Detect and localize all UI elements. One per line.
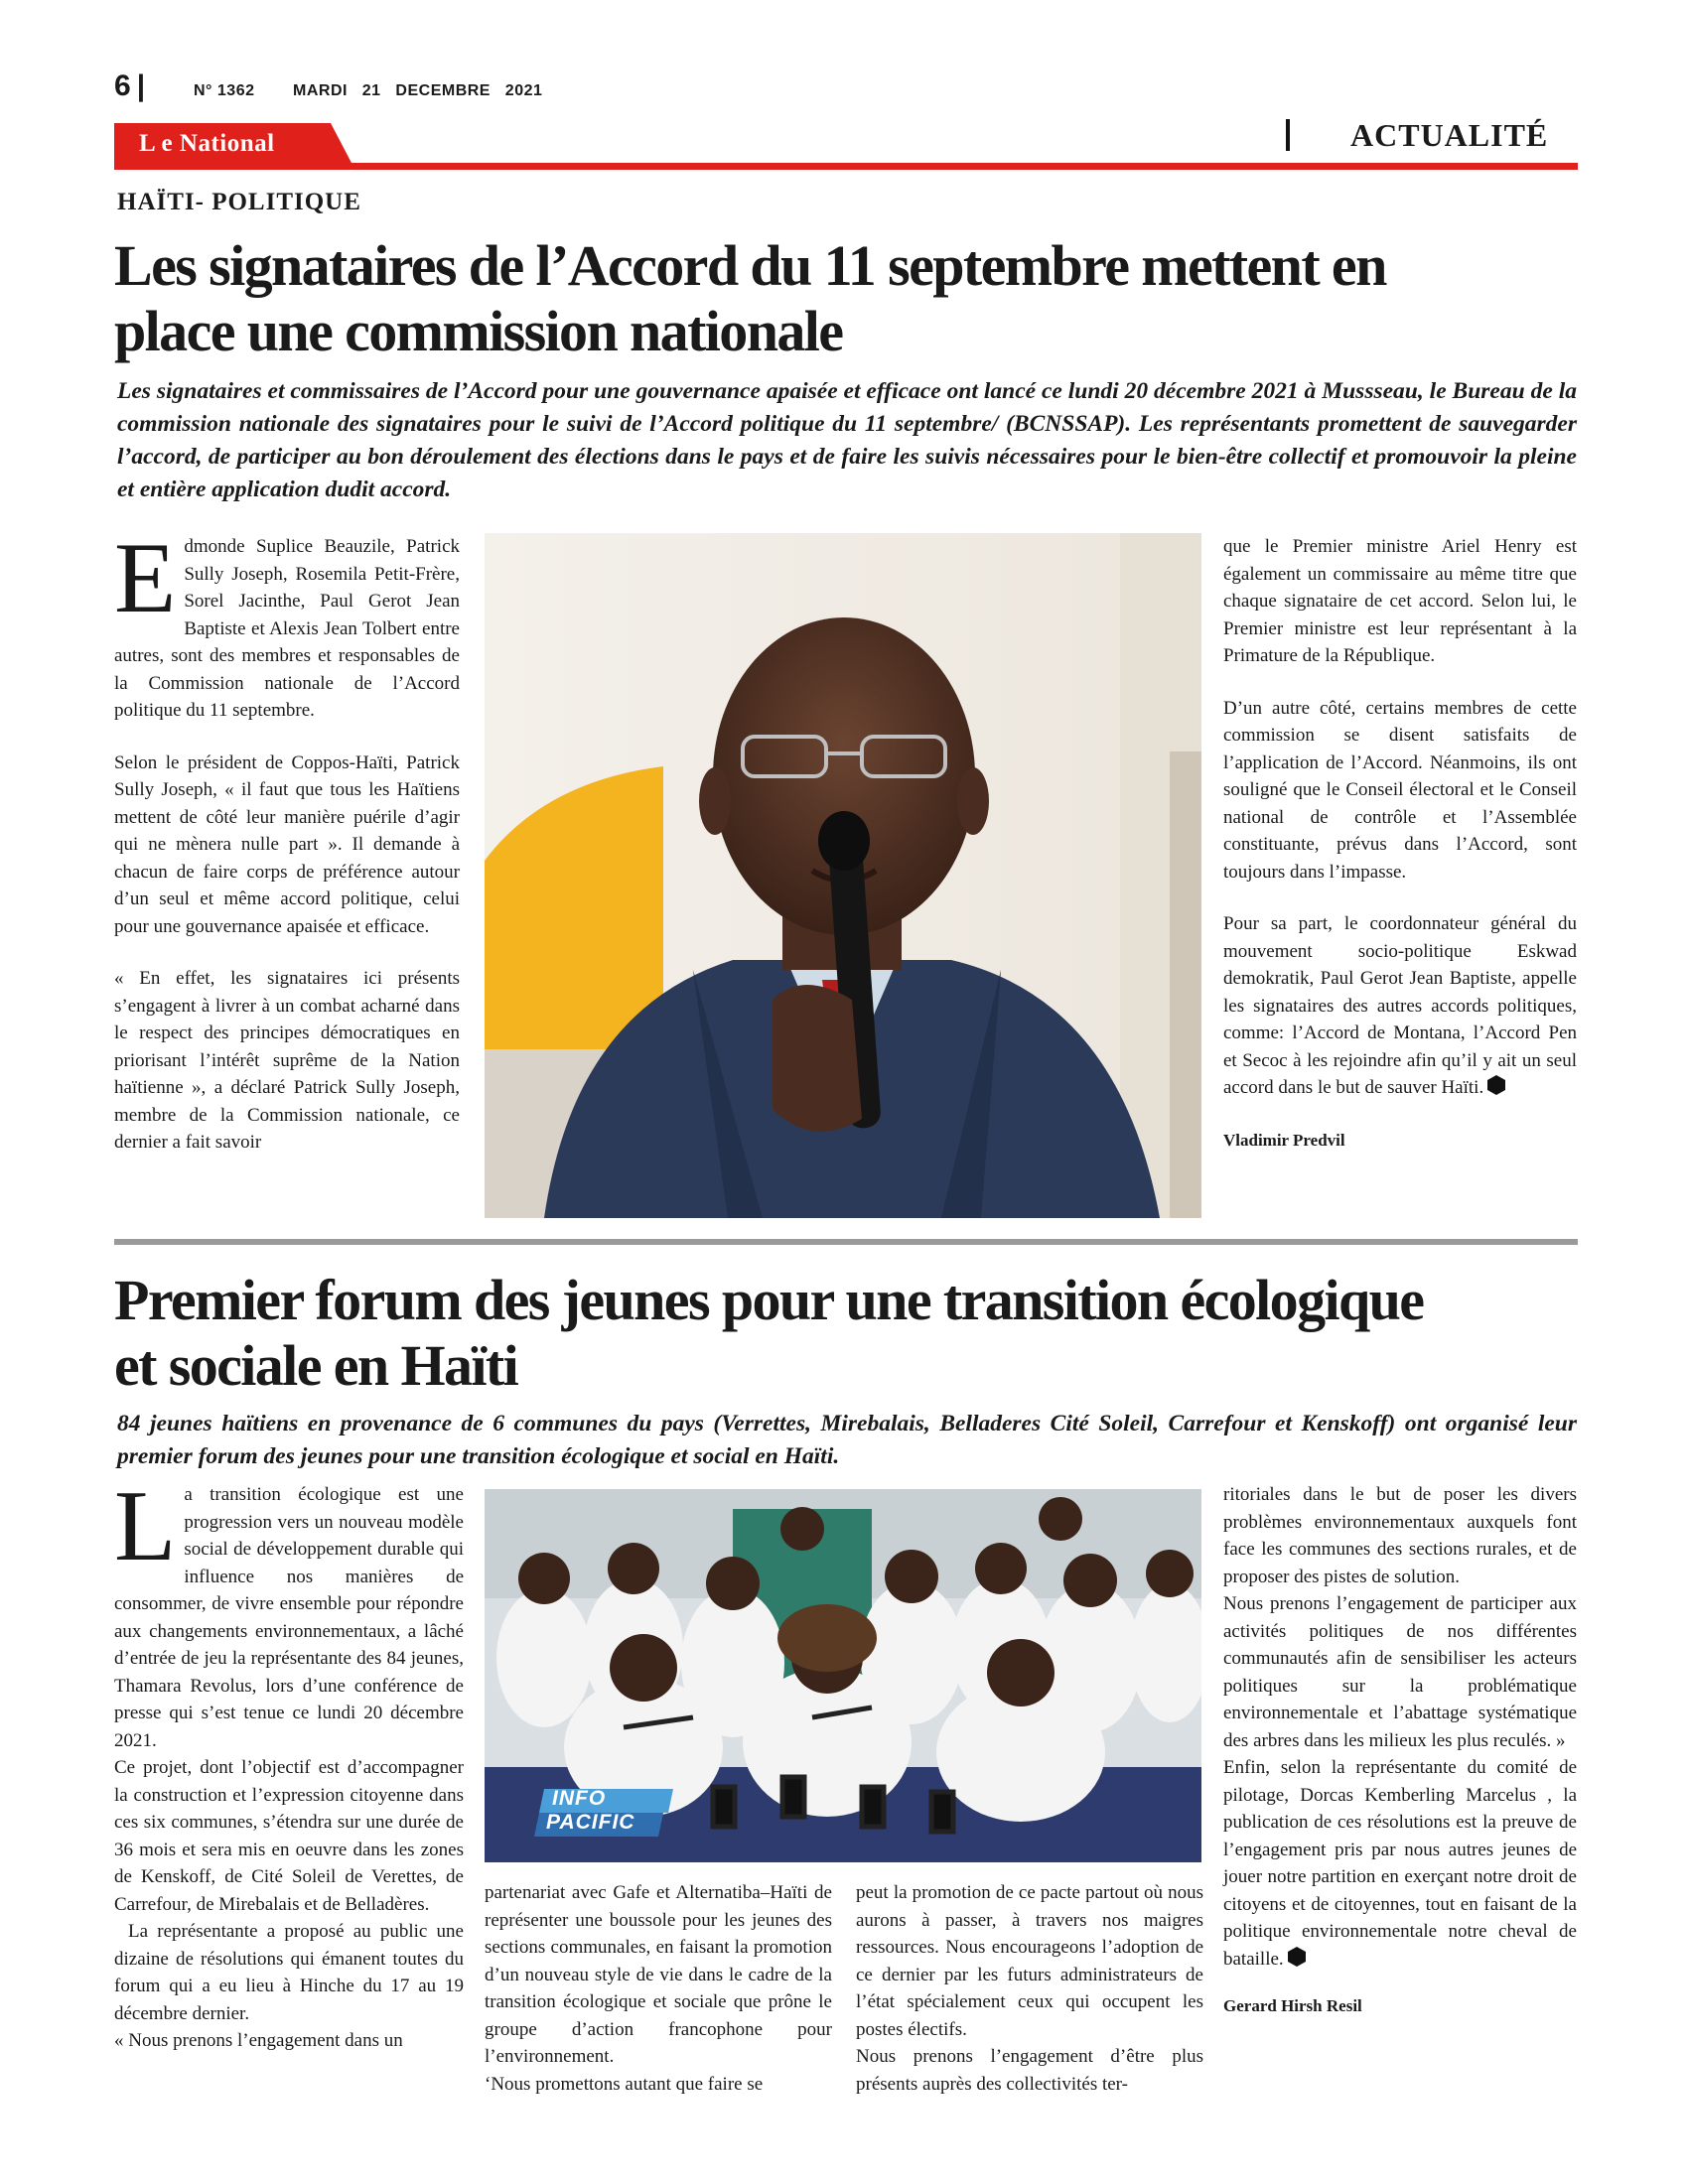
article2-lede: 84 jeunes haïtiens en provenance de 6 communes du pays (Verrettes, Mirebalais, Belladeres Cité Soleil, Carrefour et Kenskoff) ont organisé leur premier forum des jeunes pour une transition écologique et social en Haïti. [117, 1411, 1577, 1469]
article2-right-column: ritoriales dans le but de poser les divers problèmes environnementaux auxquels font face les communes des sections rurales, et de proposer des pistes de solution. Nous prenons l’engagement de participer aux activités politiques de nos différentes communautés afin de sensibiliser les acteurs politiques sur la problématique environnementale et l’abattage systématique des arbres dans les milieux les plus reculés. » Enfin, selon la représentante du comité de pilotage, Dorcas Kemberling Marcelus , la publication de ces résolutions est la preuve de l’engagement pris par nous autres jeunes de jouer notre partition en exerçant notre droit de citoyens et de citoyennes, tout en faisant de la politique environnementale notre cheval de bataille. Gerard Hirsh Resil [1223, 1481, 1577, 2020]
photo-watermark-line2: PACIFIC [546, 1811, 635, 1834]
end-mark-icon [1286, 1946, 1308, 1968]
header-rule [114, 163, 1578, 170]
article2-left-column: La transition écologique est une progression vers un nouveau modèle social de développement durable qui influence nos manières de consommer, de vivre ensemble pour répondre aux changements environnementaux, a lâché d’entrée de jeu la représentante des 84 jeunes, Thamara Revolus, lors d’une conférence de presse qui s’est tenue ce lundi 20 décembre 2021. Ce projet, dont l’objectif est d’accompagner la construction et l’expression citoyenne dans ces six communes, s’étendra sur une durée de 36 mois et sera mis en oeuvre dans les zones de Kenskoff, de Cité Soleil de Verettes, de Carrefour, de Mirebalais et de Belladères. La représentante a proposé au public une dizaine de résolutions qui émanent toutes du forum qui a eu lieu à Hinche du 17 au 19 décembre dernier. « Nous prenons l’engagement dans un [114, 1470, 464, 2051]
article1-byline: Vladimir Predvil [1223, 1130, 1345, 1150]
article2-title: Premier forum des jeunes pour une transition écologique et sociale en Haïti [114, 1268, 1424, 1398]
article2-byline: Gerard Hirsh Resil [1223, 1996, 1362, 2015]
section-separator [1286, 119, 1290, 151]
page-number: 6 | [114, 69, 146, 102]
article2-middle-column-1: partenariat avec Gafe et Alternatiba–Haïti de représenter une boussole pour les jeunes des sections communales, en faisant la promotion d’un nouveau style de vie dans le cadre de la transition écologique et sociale que prône le groupe d’action francophone pour l’environnement. ‘Nous promettons autant que faire se [485, 1882, 832, 2095]
article-kicker: HAÏTI- POLITIQUE [117, 189, 361, 215]
drop-cap: L [114, 1470, 177, 1582]
article2-photo [485, 1489, 1201, 1862]
article2-middle-column-2: peut la promotion de ce pacte partout où nous aurons à passer, à travers nos maigres ressources. Nous encourageons l’adoption de ce dernier par les futurs administrateurs de l’état spécialement ceux qui occupent les postes électifs. Nous prenons l’engagement d’être plus présents auprès des collectivités ter- [856, 1882, 1203, 2095]
article1-left-column: Edmonde Suplice Beauzile, Patrick Sully Joseph, Rosemila Petit-Frère, Sorel Jacinthe, Paul Gerot Jean Baptiste et Alexis Jean Tolbert entre autres, sont des membres et responsables de la Commission nationale de l’Accord politique du 11 septembre. Selon le président de Coppos-Haïti, Patrick Sully Joseph, « il faut que tous les Haïtiens mettent de côté leur manière puérile d’agir qui ne mènera nulle part ». Il demande à chacun de faire corps de préférence autour d’un seul et même accord politique, celui pour une gouvernance apaisée et efficace. « En effet, les signataires ici présents s’engagent à livrer à un combat acharné dans le respect des principes démocratiques en priorisant l’intérêt suprême de la Nation haïtienne », a déclaré Patrick Sully Joseph, membre de la Commission nationale, ce dernier a fait savoir [114, 522, 460, 1153]
article1-photo [485, 533, 1201, 1218]
article1-lede: Les signataires et commissaires de l’Accord pour une gouvernance apaisée et efficace ont lancé ce lundi 20 décembre 2021 à Mussseau, le Bureau de la commission nationale des signataires pour le suivi de l’Accord politique du 11 septembre/ (BCNSSAP). Les représentants promettent de sauvegarder l’accord, de participer au bon déroulement des élections dans le pays et de faire les suivis nécessaires pour le bien-être collectif et promouvoir la pleine et entière application dudit accord. [117, 378, 1577, 502]
article-divider [114, 1239, 1578, 1245]
issue-date: MARDI 21 DECEMBRE 2021 [293, 82, 543, 99]
drop-cap: E [114, 522, 177, 634]
end-mark-icon [1485, 1074, 1507, 1096]
issue-number: N° 1362 [194, 82, 255, 99]
photo-watermark-line1: INFO [552, 1787, 607, 1810]
article1-right-column: que le Premier ministre Ariel Henry est également un commissaire au même titre que chaque signataire de cet accord. Selon lui, le Premier ministre est leur représentant à la Primature de la République. D’un autre côté, certains membres de cette commission se disent satisfaits de l’application de l’Accord. Néanmoins, ils ont souligné que le Conseil électoral et le Conseil national de contrôle et l’Assemblée constituante, prévus dans l’Accord, sont toujours dans l’impasse. Pour sa part, le coordonnateur général du mouvement socio-politique Eskwad demokratik, Paul Gerot Jean Baptiste, appelle les signataires des autres accords politiques, comme: l’Accord de Montana, l’Accord Pen et Secoc à les rejoindre afin qu’il y ait un seul accord dans le but de sauver Haïti. Vladimir Predvil [1223, 533, 1577, 1154]
publication-name: L e National [139, 130, 275, 157]
section-label: ACTUALITÉ [1350, 117, 1549, 153]
article1-title: Les signataires de l’Accord du 11 septembre mettent en place une commission nationale [114, 233, 1386, 363]
